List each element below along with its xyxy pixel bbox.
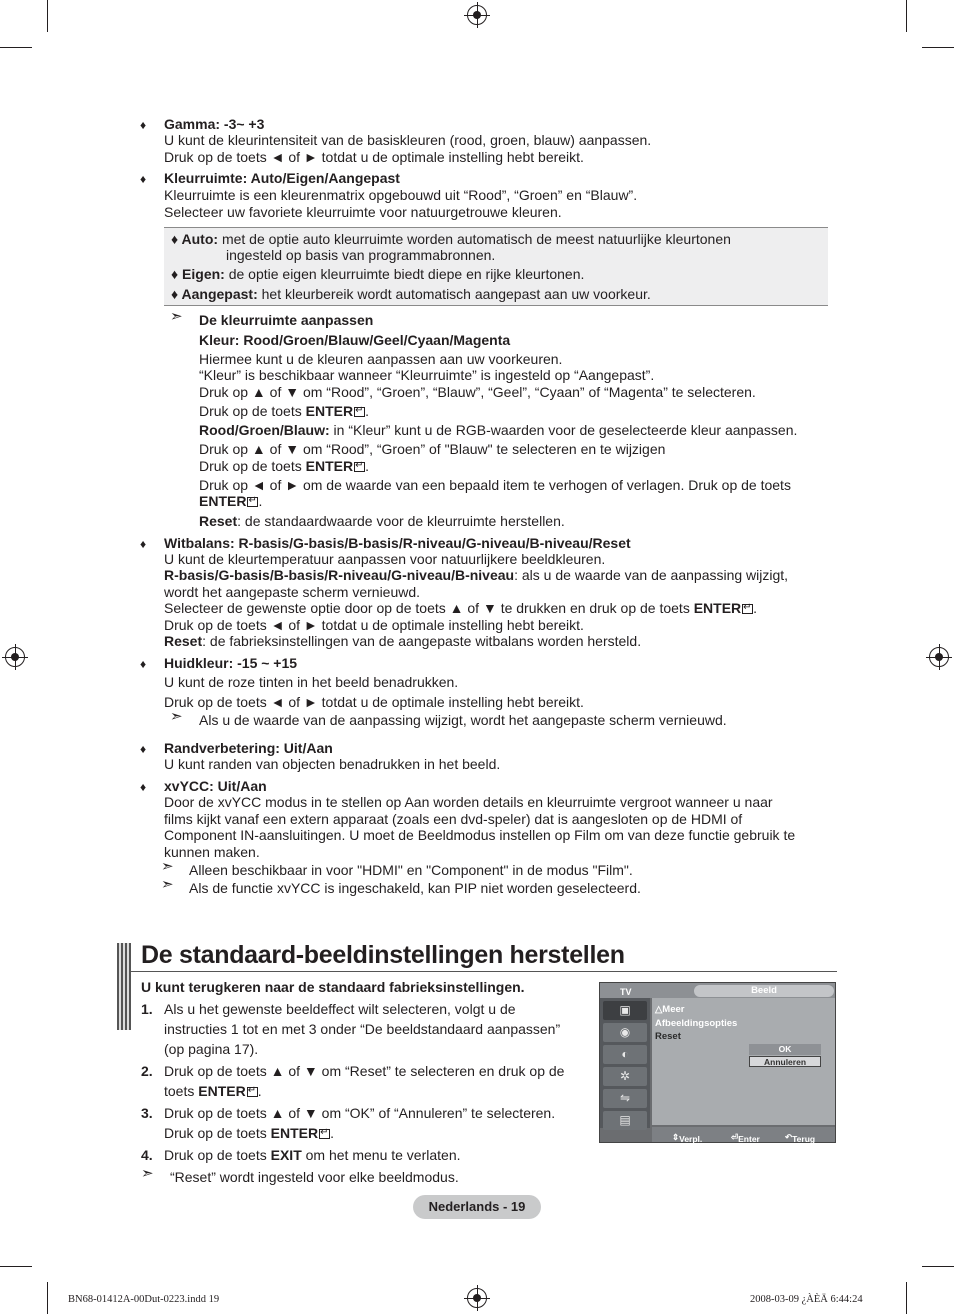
kleurruimte-text: Kleurruimte is een kleurenmatrix opgebouwd uit “Rood”, “Groen” en “Blauw”. <box>164 187 638 203</box>
enter-key-label: ENTER <box>199 493 247 509</box>
step-number: 2. <box>141 1063 153 1079</box>
tv-footer-back: ↶ Terug <box>785 1129 792 1146</box>
text: : als u de waarde van de aanpassing wijzigt, <box>514 567 789 583</box>
note-arrow-icon: ➣ <box>141 1165 154 1182</box>
step-number: 3. <box>141 1105 153 1121</box>
text: Druk op de toets <box>164 1125 271 1141</box>
note-text: “Kleur” is beschikbaar wanneer “Kleurruimte” is ingesteld op “Aangepast”. <box>199 367 655 383</box>
option-aangepast <box>171 286 651 303</box>
note-text: Druk op ▲ of ▼ om “Rood”, “Groen” of "Blauw" te selecteren en te wijzigen <box>199 441 666 457</box>
huidkleur-note: Als u de waarde van de aanpassing wijzigt, wordt het aangepaste scherm vernieuwd. <box>199 712 727 728</box>
crop-mark <box>922 47 954 48</box>
xvycc-text: Component IN-aansluitingen. U moet de Beeldmodus instellen op Film om van deze functie gebruik te <box>164 827 796 843</box>
text: om het menu te verlaten. <box>301 1147 461 1163</box>
step-text: Druk op de toets ▲ of ▼ om “OK” of “Annuleren” te selecteren. <box>164 1105 556 1121</box>
text: Enter <box>738 1134 760 1144</box>
enter-key-label: ENTER <box>198 1083 246 1099</box>
kleurruimte-heading: Kleurruimte: Auto/Eigen/Aangepast <box>164 170 400 186</box>
text: . <box>257 1083 262 1099</box>
section-title: De standaard-beeldinstellingen herstellen <box>141 941 625 969</box>
step-text: instructies 1 tot en met 3 onder “De beeldstandaard aanpassen” <box>164 1021 561 1037</box>
exit-key-label: EXIT <box>270 1147 302 1163</box>
tv-option-ok: OK <box>749 1044 821 1055</box>
step-text: Als u het gewenste beeldeffect wilt selecteren, volgt u de <box>164 1001 516 1017</box>
witbalans-text <box>164 600 757 617</box>
note-text: Hiermee kunt u de kleuren aanpassen aan uw voorkeuren. <box>199 351 563 367</box>
tv-menu-sidebar <box>600 998 650 1128</box>
step-text: Druk op de toets ▲ of ▼ om “Reset” te selecteren en druk op de <box>164 1063 565 1079</box>
step-number: 4. <box>141 1147 153 1163</box>
bullet-icon: ♦ <box>140 742 147 756</box>
note-heading: De kleurruimte aanpassen <box>199 312 374 328</box>
divider <box>131 971 837 972</box>
tv-menu-content <box>652 998 835 1125</box>
note-text <box>199 403 369 420</box>
enter-icon <box>742 604 753 614</box>
enter-icon <box>247 1087 258 1097</box>
witbalans-heading: Witbalans: R-basis/G-basis/B-basis/R-niveau/G-niveau/B-niveau/Reset <box>164 535 631 551</box>
crop-mark <box>47 1282 48 1314</box>
rgb-label: Rood/Groen/Blauw: <box>199 422 330 438</box>
enter-key-label: ENTER <box>693 600 742 616</box>
input-icon: ⇋ <box>603 1089 647 1108</box>
enter-icon <box>319 1129 330 1139</box>
tv-footer-move: ⇕ Verpl. <box>672 1129 679 1146</box>
tv-footer-enter: ⏎ Enter <box>731 1129 738 1146</box>
note-text <box>199 458 369 475</box>
crop-mark <box>0 47 32 48</box>
enter-key-label: ENTER <box>305 403 354 419</box>
randverbetering-heading: Randverbetering: Uit/Aan <box>164 740 333 756</box>
section-intro: U kunt terugkeren naar de standaard fabrieksinstellingen. <box>141 979 525 995</box>
picture-icon: ▣ <box>603 1001 647 1020</box>
option-label: ♦ Aangepast: <box>171 286 258 302</box>
witbalans-text <box>164 633 641 650</box>
text: . <box>365 458 369 474</box>
xvycc-text: Door de xvYCC modus in te stellen op Aan worden details en kleurruimte vergroot wanneer u naar <box>164 794 773 810</box>
text: : de standaardwaarde voor de kleurruimte herstellen. <box>237 513 565 529</box>
tv-menu-item: Reset <box>655 1031 681 1042</box>
huidkleur-text: U kunt de roze tinten in het beeld benadrukken. <box>164 674 459 690</box>
setup-icon: ✲ <box>603 1067 647 1086</box>
text: . <box>753 600 758 616</box>
text: toets <box>164 1083 199 1099</box>
gamma-heading: Gamma: -3~ +3 <box>164 116 265 132</box>
reset-label: Reset <box>199 513 238 529</box>
note-arrow-icon: ➣ <box>170 708 183 725</box>
witbalans-text: U kunt de kleurtemperatuur aanpassen voor natuurlijkere beeldkleuren. <box>164 551 606 567</box>
registration-mark-icon <box>467 1288 487 1308</box>
bullet-icon: ♦ <box>140 172 147 186</box>
tv-label: TV <box>620 987 632 997</box>
sound-icon: ◉ <box>603 1023 647 1042</box>
witbalans-text: wordt het aangepaste scherm vernieuwd. <box>164 584 421 600</box>
option-text: ingesteld op basis van programmabronnen. <box>226 247 496 263</box>
text: . <box>330 1125 334 1141</box>
xvycc-note: Alleen beschikbaar in voor "HDMI" en "Component" in de modus "Film". <box>189 862 633 878</box>
randverbetering-text: U kunt randen van objecten benadrukken in het beeld. <box>164 756 501 772</box>
bullet-icon: ♦ <box>140 118 147 132</box>
huidkleur-text: Druk op de toets ◄ of ► totdat u de optimale instelling hebt bereikt. <box>164 694 584 710</box>
step-number: 1. <box>141 1001 153 1017</box>
enter-icon <box>247 497 258 507</box>
section-note: “Reset” wordt ingesteld voor elke beeldmodus. <box>170 1169 459 1185</box>
text: in “Kleur” kunt u de RGB-waarden voor de geselecteerde kleur aanpassen. <box>329 422 798 438</box>
gamma-text: U kunt de kleurintensiteit van de basiskleuren (rood, groen, blauw) aanpassen. <box>164 132 652 148</box>
huidkleur-heading: Huidkleur: -15 ~ +15 <box>164 655 298 671</box>
witbalans-text <box>164 567 788 584</box>
text: R-basis/G-basis/B-basis/R-niveau/G-niveau/B-niveau <box>164 567 515 583</box>
enter-icon <box>354 407 365 417</box>
tv-menu-item: Afbeeldingsopties <box>655 1018 738 1029</box>
option-eigen <box>171 266 584 283</box>
step-text: (op pagina 17). <box>164 1041 259 1057</box>
text: Druk op de toets <box>164 1147 271 1163</box>
note-subheading: Kleur: Rood/Groen/Blauw/Geel/Cyaan/Magenta <box>199 332 511 348</box>
tv-menu-screenshot <box>599 982 836 1143</box>
enter-key-label: ENTER <box>270 1125 319 1141</box>
note-arrow-icon: ➣ <box>161 876 174 893</box>
text: Reset <box>164 633 203 649</box>
text: . <box>258 493 263 509</box>
xvycc-text: films kijkt vanaf een extern apparaat (zoals een dvd-speler) dat is aangesloten op de HDMI of <box>164 811 743 827</box>
crop-mark <box>47 0 48 32</box>
xvycc-heading: xvYCC: Uit/Aan <box>164 778 267 794</box>
option-auto <box>171 231 731 248</box>
application-icon: ▤ <box>603 1111 647 1130</box>
kleurruimte-options-box <box>164 227 828 306</box>
crop-mark <box>906 1282 907 1314</box>
note-text <box>199 513 565 530</box>
kleurruimte-text: Selecteer uw favoriete kleurruimte voor natuurgetrouwe kleuren. <box>164 204 562 220</box>
note-text <box>199 422 797 439</box>
option-label: ♦ Auto: <box>171 231 219 247</box>
text: Terug <box>792 1134 816 1144</box>
crop-mark <box>0 1266 32 1267</box>
note-arrow-icon: ➣ <box>161 858 174 875</box>
text: Druk op de toets <box>199 458 306 474</box>
tv-menu-title: Beeld <box>694 985 834 997</box>
bullet-icon: ♦ <box>140 657 147 671</box>
step-text <box>164 1147 461 1164</box>
text: Verpl. <box>679 1134 703 1144</box>
xvycc-note: Als de functie xvYCC is ingeschakeld, kan PIP niet worden geselecteerd. <box>189 880 641 896</box>
option-label: ♦ Eigen: <box>171 266 225 282</box>
note-text: Druk op ◄ of ► om de waarde van een bepaald item te verhogen of verlagen. Druk op de toets <box>199 477 791 493</box>
tv-menu-footer <box>652 1127 835 1142</box>
crop-mark <box>922 1266 954 1267</box>
note-text: Druk op ▲ of ▼ om “Rood”, “Groen”, “Blauw”, “Geel”, “Cyaan” of “Magenta” te selecteren. <box>199 384 756 400</box>
registration-mark-icon <box>929 647 949 667</box>
bullet-icon: ♦ <box>140 537 147 551</box>
text: . <box>365 403 369 419</box>
text: Druk op de toets <box>199 403 306 419</box>
xvycc-text: kunnen maken. <box>164 844 260 860</box>
witbalans-text: Druk op de toets ◄ of ► totdat u de optimale instelling hebt bereikt. <box>164 617 584 633</box>
option-text: met de optie auto kleurruimte worden automatisch de meest natuurlijke kleurtonen <box>221 231 731 247</box>
registration-mark-icon <box>467 5 487 25</box>
option-text: de optie eigen kleurruimte biedt diepe en rijke kleurtonen. <box>228 266 585 282</box>
bullet-icon: ♦ <box>140 780 147 794</box>
note-text <box>199 493 262 510</box>
gamma-text: Druk op de toets ◄ of ► totdat u de optimale instelling hebt bereikt. <box>164 149 584 165</box>
tv-menu-header <box>600 983 835 998</box>
enter-key-label: ENTER <box>305 458 354 474</box>
enter-icon <box>354 462 365 472</box>
file-slug: BN68-01412A-00Dut-0223.indd 19 <box>68 1294 220 1305</box>
step-text <box>164 1125 334 1142</box>
tv-menu-item: △Meer <box>655 1004 685 1015</box>
option-text: het kleurbereik wordt automatisch aangepast aan uw voorkeur. <box>261 286 651 302</box>
channel-icon: ◐ <box>603 1045 647 1064</box>
section-title-bar <box>117 943 131 1030</box>
note-arrow-icon: ➣ <box>170 308 183 325</box>
step-text <box>164 1083 262 1100</box>
text: : de fabrieksinstellingen van de aangepaste witbalans worden hersteld. <box>202 633 642 649</box>
page-number-badge: Nederlands - 19 <box>413 1195 541 1219</box>
tv-option-cancel: Annuleren <box>749 1056 821 1067</box>
crop-mark <box>906 0 907 32</box>
text: Selecteer de gewenste optie door op de toets ▲ of ▼ te drukken en druk op de toets <box>164 600 694 616</box>
date-slug: 2008-03-09 ¿ÀÈÄ 6:44:24 <box>750 1294 863 1305</box>
registration-mark-icon <box>5 647 25 667</box>
